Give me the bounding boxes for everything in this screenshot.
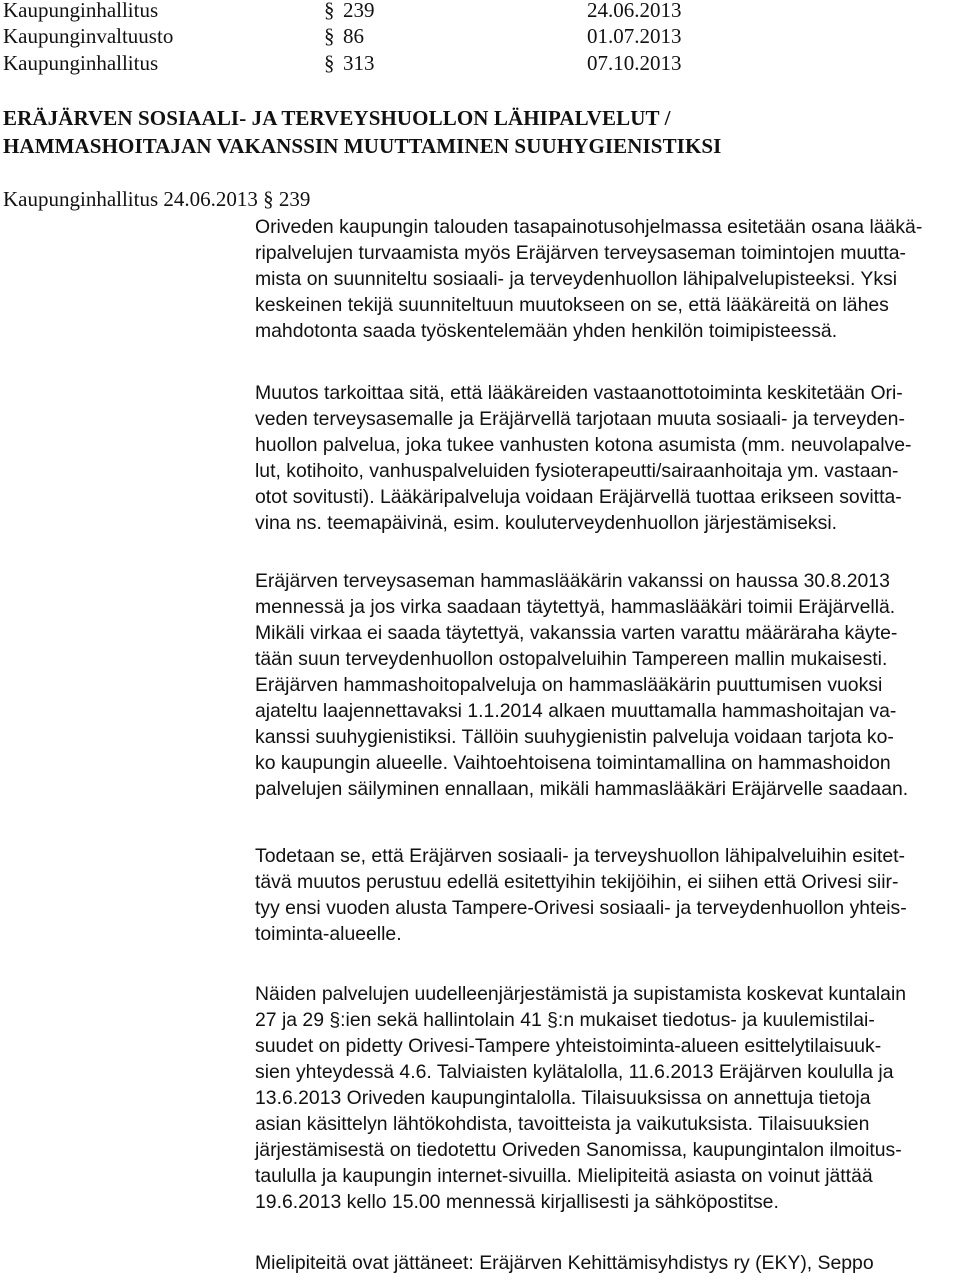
decision-date: 07.10.2013	[587, 51, 682, 75]
text-line: otot sovitusti). Lääkäripalveluja voidaan Eräjärvellä tuottaa erikseen sovitta-	[255, 486, 902, 508]
text-line: taululla ja kaupungin internet-sivuilla. Mielipiteitä asiasta on voinut jättää	[255, 1165, 873, 1187]
text-line: tään suun terveydenhuollon ostopalveluihin Tampereen mallin mukaisesti.	[255, 648, 888, 670]
decision-body: Kaupunginvaltuusto	[3, 24, 174, 48]
text-line: palvelujen säilyminen ennallaan, mikäli hammaslääkäri Eräjärvelle saadaan.	[255, 778, 909, 800]
decision-body: Kaupunginhallitus	[3, 51, 159, 75]
title-line: HAMMASHOITAJAN VAKANSSIN MUUTTAMINEN SUUHYGIENISTIKSI	[3, 134, 722, 158]
text-line: Muutos tarkoittaa sitä, että lääkäreiden vastaanottotoiminta keskitetään Ori-	[255, 382, 903, 404]
text-line: 13.6.2013 Oriveden kaupungintalolla. Tilaisuuksissa on annettuja tietoja	[255, 1087, 871, 1109]
text-line: ajateltu laajennettavaksi 1.1.2014 alkaen muuttamalla hammashoitajan va-	[255, 700, 897, 722]
history-row	[0, 23, 960, 49]
text-line: tävä muutos perustuu edellä esitettyihin tekijöihin, ei siihen että Orivesi siir-	[255, 871, 899, 893]
paragraph	[255, 568, 955, 802]
text-line: 27 ja 29 §:ien sekä hallintolain 41 §:n mukaiset tiedotus- ja kuulemistilai-	[255, 1009, 875, 1031]
text-line: Oriveden kaupungin talouden tasapainotusohjelmassa esitetään osana lääkä-	[255, 216, 923, 238]
text-line: veden terveysasemalle ja Eräjärvellä tarjotaan muuta sosiaali- ja terveyden-	[255, 408, 905, 430]
decision-date: 24.06.2013	[587, 0, 682, 22]
paragraph	[255, 843, 955, 947]
section-number: 313	[343, 51, 375, 75]
text-line: vina ns. teemapäivinä, esim. kouluterveydenhuollon järjestämiseksi.	[255, 512, 838, 534]
paragraph	[255, 380, 955, 536]
section-number: 239	[343, 0, 375, 22]
section-sign: §	[324, 24, 335, 48]
text-line: Eräjärven hammashoitopalveluja on hammaslääkärin puuttumisen vuoksi	[255, 674, 883, 696]
decision-body: Kaupunginhallitus	[3, 0, 159, 22]
section-label: Kaupunginhallitus 24.06.2013 § 239	[3, 187, 311, 211]
text-line: 19.6.2013 kello 15.00 mennessä kirjallisesti ja sähköpostitse.	[255, 1191, 779, 1213]
text-line: lut, kotihoito, vanhuspalveluiden fysioterapeutti/sairaanhoitaja ym. vastaan-	[255, 460, 899, 482]
section-number: 86	[343, 24, 364, 48]
history-row	[0, 0, 960, 23]
decision-date: 01.07.2013	[587, 24, 682, 48]
text-line: kanssi suuhygienistiksi. Tällöin suuhygienistin palveluja voidaan tarjota ko-	[255, 726, 894, 748]
text-line: Todetaan se, että Eräjärven sosiaali- ja terveyshuollon lähipalveluihin esitet-	[255, 845, 905, 867]
text-line: mahdotonta saada työskentelemään yhden henkilön toimipisteessä.	[255, 320, 838, 342]
paragraph	[255, 214, 955, 344]
text-line: mennessä ja jos virka saadaan täytettyä, hammaslääkäri toimii Eräjärvellä.	[255, 596, 896, 618]
text-line: Näiden palvelujen uudelleenjärjestämistä ja supistamista koskevat kuntalain	[255, 983, 907, 1005]
section-sign: §	[324, 0, 335, 22]
text-line: ko kaupungin alueelle. Vaihtoehtoisena toimintamallina on hammashoidon	[255, 752, 891, 774]
text-line: Mikäli virkaa ei saada täytettyä, vakanssia varten varattu määräraha käyte-	[255, 622, 898, 644]
history-row	[0, 50, 960, 76]
document-title	[3, 104, 943, 160]
text-line: Eräjärven terveysaseman hammaslääkärin vakanssi on haussa 30.8.2013	[255, 570, 890, 592]
paragraph	[255, 1250, 955, 1276]
text-line: sien yhteydessä 4.6. Talviaisten kylätalolla, 11.6.2013 Eräjärven koululla ja	[255, 1061, 894, 1083]
text-line: huollon palvelua, joka tukee vanhusten kotona asumista (mm. neuvolapalve-	[255, 434, 912, 456]
text-line: toiminta-alueelle.	[255, 923, 402, 945]
text-line: asian käsittelyn lähtökohdista, tavoitteista ja vaikutuksista. Tilaisuuksien	[255, 1113, 870, 1135]
text-line: suudet on pidetty Orivesi-Tampere yhteistoiminta-alueen esittelytilaisuuk-	[255, 1035, 882, 1057]
paragraph	[255, 981, 955, 1215]
title-line: ERÄJÄRVEN SOSIAALI- JA TERVEYSHUOLLON LÄHIPALVELUT /	[3, 106, 671, 130]
text-line: Mielipiteitä ovat jättäneet: Eräjärven Kehittämisyhdistys ry (EKY), Seppo	[255, 1252, 874, 1274]
text-line: keskeinen tekijä suunniteltuun muutokseen on se, että lääkäreitä on lähes	[255, 294, 889, 316]
section-sign: §	[324, 51, 335, 75]
text-line: ripalvelujen turvaamista myös Eräjärven terveysaseman toimintojen muutta-	[255, 242, 906, 264]
text-line: järjestämisestä on tiedotettu Oriveden Sanomissa, kaupungintalon ilmoitus-	[255, 1139, 902, 1161]
text-line: mista on suunniteltu sosiaali- ja terveydenhuollon lähipalvelupisteeksi. Yksi	[255, 268, 898, 290]
text-line: tyy ensi vuoden alusta Tampere-Orivesi sosiaali- ja terveydenhuollon yhteis-	[255, 897, 907, 919]
